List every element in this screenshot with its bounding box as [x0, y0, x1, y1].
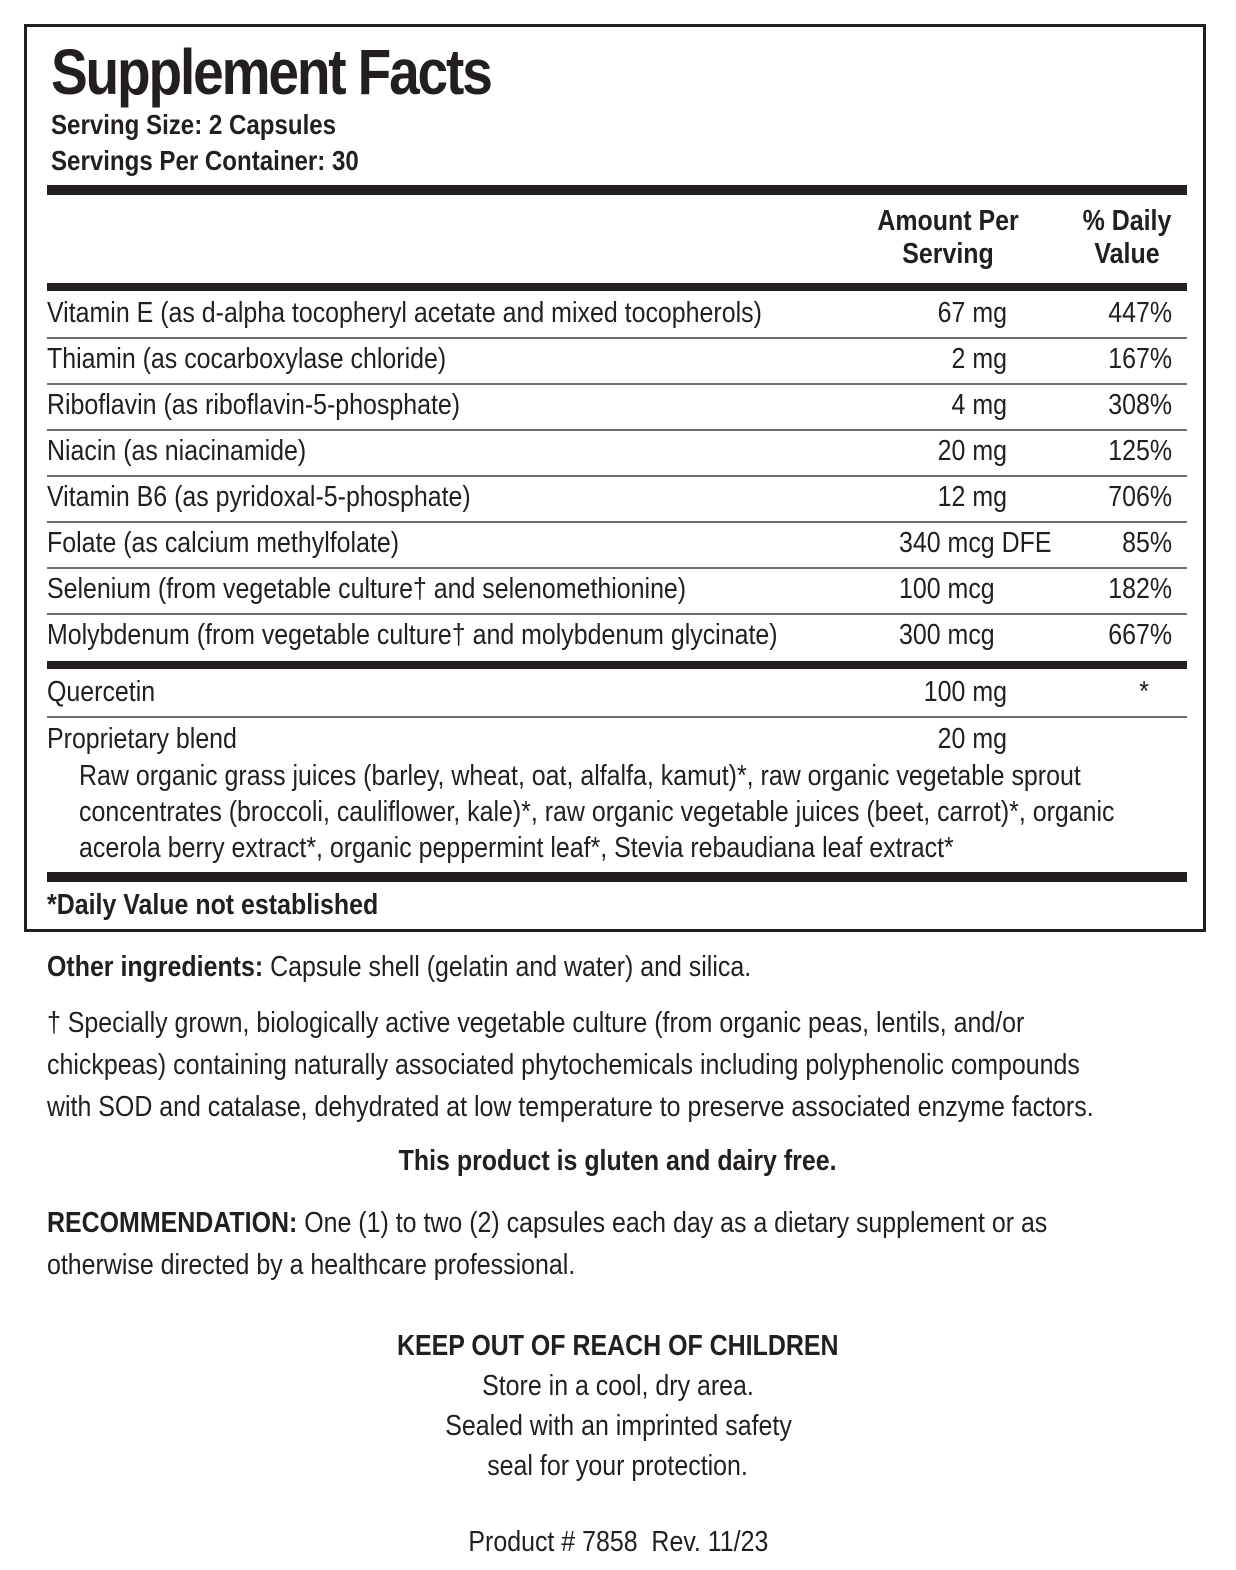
divider-row [47, 613, 1187, 615]
divider-row [47, 567, 1187, 569]
nutrient-amount: 20 mg [937, 435, 1007, 467]
nutrient-name: Vitamin B6 (as pyridoxal-5-phosphate) [47, 481, 471, 513]
nutrient-amount: 2 mg [951, 343, 1007, 375]
daily-value-footnote: *Daily Value not established [47, 889, 379, 921]
nutrient-amount: 100 mcg [899, 573, 995, 605]
nutrient-daily-value: 125% [1108, 435, 1172, 467]
column-header-daily-value: % Daily Value [1082, 205, 1172, 270]
allergen-statement: This product is gluten and dairy free. [399, 1145, 837, 1177]
nutrient-name: Molybdenum (from vegetable culture† and molybdenum glycinate) [47, 619, 778, 651]
product-code: Product # 7858 Rev. 11/23 [468, 1526, 768, 1558]
nutrient-name: Folate (as calcium methylfolate) [47, 527, 400, 559]
storage-line: Sealed with an imprinted safety [444, 1410, 792, 1442]
column-header-amount: Amount Per Serving [877, 205, 1019, 270]
divider-thick [47, 872, 1187, 882]
culture-footnote: † Specially grown, biologically active vegetable culture (from organic peas, lentils, and/or chickpeas) containing naturally associated phytochemicals including polyphenolic compounds with SOD and catalase, dehydrated at low temperature to preserve associated enzyme factors. [47, 1007, 1094, 1123]
storage-line: Store in a cool, dry area. [482, 1370, 754, 1402]
blend-ingredient-list: Raw organic grass juices (barley, wheat, oat, alfalfa, kamut)*, raw organic vegetable sprout concentrates (broccoli, cauliflower, kale)*, raw organic vegetable juices (beet, carrot)*, organic acerola berry extract*, organic peppermint leaf*, Stevia rebaudiana leaf extract* [79, 760, 1115, 864]
supplement-facts-panel [24, 24, 1206, 932]
panel-title: Supplement Facts [51, 36, 491, 108]
nutrient-amount: 12 mg [937, 481, 1007, 513]
divider-row [47, 383, 1187, 385]
nutrient-name: Riboflavin (as riboflavin-5-phosphate) [47, 389, 461, 421]
other-ingredients: Other ingredients: Capsule shell (gelatin and water) and silica. [47, 951, 752, 983]
child-warning: KEEP OUT OF REACH OF CHILDREN [397, 1330, 839, 1362]
divider-section [47, 661, 1187, 669]
nutrient-daily-value: 706% [1108, 481, 1172, 513]
storage-line: seal for your protection. [487, 1450, 749, 1482]
divider-row [47, 521, 1187, 523]
nutrient-daily-value: 85% [1122, 527, 1172, 559]
nutrient-daily-value: 167% [1108, 343, 1172, 375]
nutrient-daily-value: * [1139, 676, 1149, 708]
nutrient-amount: 20 mg [937, 723, 1007, 755]
divider-row [47, 475, 1187, 477]
nutrient-name: Thiamin (as cocarboxylase chloride) [47, 343, 447, 375]
divider-row [47, 337, 1187, 339]
nutrient-name: Quercetin [47, 676, 156, 708]
nutrient-name: Niacin (as niacinamide) [47, 435, 307, 467]
nutrient-daily-value: 447% [1108, 297, 1172, 329]
nutrient-amount: 100 mg [923, 676, 1007, 708]
nutrient-name: Selenium (from vegetable culture† and selenomethionine) [47, 573, 687, 605]
nutrient-daily-value: 182% [1108, 573, 1172, 605]
recommendation: RECOMMENDATION: One (1) to two (2) capsules each day as a dietary supplement or as otherwise directed by a healthcare professional. [47, 1207, 1048, 1281]
nutrient-amount: 4 mg [951, 389, 1007, 421]
divider-thick [47, 185, 1187, 195]
divider-header [47, 283, 1187, 291]
divider-row [47, 716, 1187, 718]
serving-size: Serving Size: 2 Capsules [51, 109, 337, 140]
nutrient-amount: 300 mcg [899, 619, 995, 651]
nutrient-daily-value: 667% [1108, 619, 1172, 651]
divider-row [47, 429, 1187, 431]
servings-per-container: Servings Per Container: 30 [51, 145, 359, 176]
nutrient-name: Proprietary blend [47, 723, 237, 755]
nutrient-amount: 340 mcg DFE [899, 527, 1052, 559]
nutrient-amount: 67 mg [937, 297, 1007, 329]
nutrient-name: Vitamin E (as d-alpha tocopheryl acetate and mixed tocopherols) [47, 297, 762, 329]
nutrient-daily-value: 308% [1108, 389, 1172, 421]
